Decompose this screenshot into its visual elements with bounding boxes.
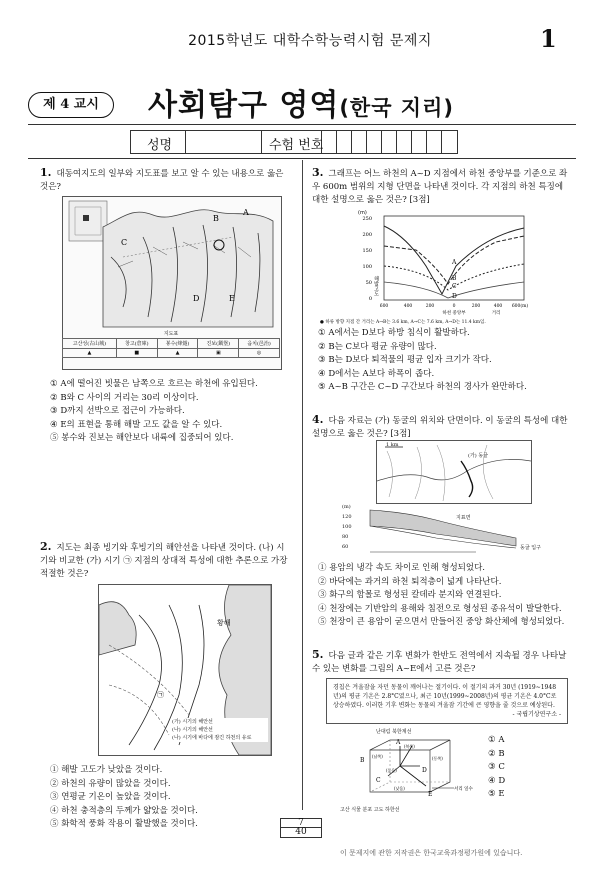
exam-number-digit[interactable]: [366, 131, 382, 153]
map-label-b: B: [213, 214, 219, 223]
q4-section: [346, 504, 536, 556]
curve-label-a: A: [452, 259, 457, 266]
choice[interactable]: ① 용암의 냉각 속도 차이로 인해 형성되었다.: [318, 563, 486, 573]
q3-note: ● 하류 방향 지점 간 거리는 A→B는 3.6 km, A→C는 7.6 km, A→D는 11.4 km임.: [320, 320, 486, 325]
legend-item: 봉수(烽燧): [157, 339, 198, 349]
question-text: 대동여지도의 일부와 지도표를 보고 알 수 있는 내용으로 옳은 것은?: [40, 169, 284, 192]
x-tick: 0: [452, 304, 456, 309]
name-label: 성명: [147, 138, 173, 153]
diagram-top-label: 난대림 북한계선: [376, 729, 412, 735]
q2-legend: [172, 718, 268, 742]
map-label-e: E: [229, 294, 235, 303]
diagram-bottom-label: 고산 식물 분포 고도 하한선: [340, 807, 400, 813]
choice[interactable]: ⑤ E: [488, 789, 505, 799]
exam-number-digit[interactable]: [411, 131, 427, 153]
page-total: 40: [295, 827, 307, 837]
x-tick: 600: [379, 304, 389, 309]
diagram-note: (낮음): [394, 786, 405, 791]
choice[interactable]: ④ E의 표현을 통해 해발 고도 값을 알 수 있다.: [50, 419, 223, 430]
q3-graph: [356, 206, 532, 318]
id-rule: [28, 158, 576, 159]
choice[interactable]: ① A에서는 D보다 하방 침식이 활발하다.: [318, 328, 470, 338]
section-unit: (m): [342, 504, 351, 510]
section-entrance-label: 동굴 입구: [520, 545, 541, 551]
exam-title: 2015학년도 대학수학능력시험 문제지: [188, 33, 432, 49]
question-4: [312, 413, 568, 441]
column-divider: [302, 160, 303, 810]
page-current: 7: [281, 819, 321, 828]
legend-item: (나) 시기에 바다에 잠긴 하천의 유로: [172, 735, 252, 741]
id-box: [130, 130, 458, 154]
diagram-label-d: D: [422, 767, 427, 774]
diagram-label-b: B: [360, 757, 365, 764]
beacon-icon: ▲: [157, 349, 198, 358]
y-unit: (m): [358, 210, 367, 216]
choice[interactable]: ④ 천장에는 기반암의 용해와 침전으로 형성된 종유석이 발달한다.: [318, 603, 562, 614]
exam-number-digit[interactable]: [441, 131, 456, 153]
choice[interactable]: ② B와 C 사이의 거리는 30리 이상이다.: [50, 392, 199, 403]
triangle-icon: ▲: [63, 349, 117, 358]
y-tick: 100: [362, 264, 372, 270]
y-tick: 250: [362, 216, 372, 222]
diagram-note: (북쪽): [404, 744, 415, 749]
q4-location-map: [376, 440, 532, 504]
y-tick: 150: [362, 248, 372, 254]
question-text: 다음 글과 같은 기후 변화가 한반도 전역에서 지속될 경우 나타날 수 있는 변화를 그림의 A~E에서 고른 것은?: [312, 651, 567, 674]
y-tick: 200: [362, 232, 372, 238]
section-axis: [342, 502, 352, 552]
question-2: [40, 540, 292, 581]
question-3: [312, 166, 568, 207]
question-number: 2.: [40, 540, 52, 553]
map-label-c: C: [121, 238, 128, 247]
q5-info-box: [326, 678, 568, 724]
question-number: 3.: [312, 166, 324, 179]
section-tick: 60: [342, 544, 349, 550]
page-counter: [280, 818, 322, 838]
copyright: 이 문제지에 관한 저작권은 한국교육과정평가원에 있습니다.: [340, 849, 523, 857]
choice[interactable]: ④ 하천 충적층의 두께가 얇았을 것이다.: [50, 805, 198, 816]
point-marker: ㉠: [157, 691, 164, 699]
exam-number-digit[interactable]: [351, 131, 367, 153]
q4-choices: [318, 562, 574, 630]
legend-item: 진보(鎭堡): [198, 339, 239, 349]
question-text: 다음 자료는 (가) 동굴의 위치와 단면이다. 이 동굴의 특성에 대한 설명으로 옳은 것은? [3점]: [312, 416, 568, 439]
legend-item: 고산성(古山城): [63, 339, 117, 349]
choice[interactable]: ⑤ 봉수와 진보는 해안보다 내륙에 집중되어 있다.: [50, 433, 234, 443]
circle-icon: ◎: [239, 349, 280, 358]
choice[interactable]: ④ D에서는 A보다 하폭이 좁다.: [318, 368, 435, 379]
question-number: 4.: [312, 413, 324, 426]
choice[interactable]: ⑤ 화학적 풍화 작용이 활발했을 것이다.: [50, 819, 198, 829]
square-icon: ■: [116, 349, 157, 358]
choice[interactable]: ② 하천의 유량이 많았을 것이다.: [50, 778, 171, 789]
info-text: 경칩은 겨울잠을 자던 동물이 깨어나는 절기이다. 이 절기의 과거 30년 (1919~1948년)의 평균 기온은 2.8°C였으나, 최근 10년(1999~2008년)의 평균 기온은 4.0°C로 상승하였다. 이러한 기후 변화는 동물의 겨울잠 기간에 큰 영향을 줄 것으로 예상된다.: [333, 684, 557, 709]
question-text: 지도는 최종 빙기와 후빙기의 해안선을 나타낸 것이다. (나) 시기와 비교한 (가) 시기 ㉠ 지점의 상대적 특성에 대한 추론으로 가장 적절한 것은?: [40, 543, 288, 579]
fort-icon: ▣: [198, 349, 239, 358]
x-tick: 400: [493, 304, 503, 309]
subject-sub: (한국 지리): [339, 96, 454, 120]
info-source: - 국립기상연구소 -: [512, 711, 561, 718]
choice[interactable]: ② B는 C보다 평균 유량이 많다.: [318, 341, 437, 352]
sea-label: 황해: [217, 619, 231, 627]
section-tick: 80: [342, 534, 349, 540]
section-rock-label: 지표면: [456, 515, 471, 521]
exam-number-digit[interactable]: [321, 131, 337, 153]
legend-item: (나) 시기의 해안선: [172, 727, 213, 733]
curve-label-d: D: [452, 293, 457, 300]
diagram-label-a: A: [396, 739, 401, 746]
choice[interactable]: ③ 연평균 기온이 높았을 것이다.: [50, 792, 171, 802]
question-5: [312, 648, 568, 676]
name-field[interactable]: [185, 131, 262, 153]
diagram-note: (동쪽): [432, 756, 443, 761]
legend-item: 읍치(邑治): [239, 339, 280, 349]
y-tick: 0: [368, 296, 372, 302]
choice[interactable]: ⑤ A~B 구간은 C~D 구간보다 하천의 경사가 완만하다.: [318, 382, 527, 392]
subject-title: [148, 80, 454, 124]
x-tick: 200: [471, 304, 481, 309]
q5-choices: [488, 734, 548, 802]
legend-item: 창고(倉庫): [116, 339, 157, 349]
period-badge: 제 4 교시: [28, 92, 114, 118]
exam-number-digit[interactable]: [336, 131, 352, 153]
q1-legend-title: 지도표: [163, 331, 179, 337]
curve-label-c: C: [452, 283, 457, 290]
choice[interactable]: ① A에 떨어진 빗물은 남쪽으로 흐르는 하천에 유입된다.: [50, 379, 258, 389]
choice[interactable]: ① A: [488, 735, 505, 745]
page-number: 1: [540, 24, 557, 53]
map-label-d: D: [193, 294, 200, 303]
section-tick: 120: [342, 514, 352, 520]
scale-label: 1 km: [386, 442, 399, 448]
choice[interactable]: ⑤ 천장이 큰 용암이 굳으면서 만들어진 중앙 화산체에 형성되었다.: [318, 617, 565, 627]
choice[interactable]: ② 바닥에는 과거의 하천 퇴적층이 넓게 나타난다.: [318, 576, 502, 587]
choice[interactable]: ④ D: [488, 775, 506, 786]
question-number: 5.: [312, 648, 324, 661]
diagram-note: (높음): [386, 768, 397, 773]
subject-name: 사회탐구 영역: [148, 88, 340, 123]
curve-label-b: B: [452, 275, 457, 282]
x-label-2: 거리: [491, 311, 501, 316]
exam-number-dash: [396, 131, 412, 153]
choice[interactable]: ① 해발 고도가 낮았을 것이다.: [50, 765, 163, 775]
q3-choices: [318, 327, 574, 395]
choice[interactable]: ③ C: [488, 762, 505, 772]
q2-choices: [50, 764, 295, 832]
diagram-label-e: E: [428, 791, 433, 798]
q1-choices: [50, 378, 295, 446]
map-label-a: A: [243, 208, 249, 217]
diagram-note: (남쪽): [372, 754, 383, 759]
y-tick: 50: [365, 280, 372, 286]
x-label: 하천 중앙부: [442, 311, 466, 316]
q5-diagram: [336, 736, 486, 812]
diagram-axis-label: 서리 일수: [454, 787, 473, 792]
choice[interactable]: ② B: [488, 748, 505, 759]
cave-label: (가) 동굴: [468, 453, 488, 459]
choice[interactable]: ③ 화구의 함몰로 형성된 칼데라 분지와 연결된다.: [318, 590, 502, 600]
question-number: 1.: [40, 166, 52, 179]
x-tick: 600(m): [511, 304, 529, 309]
exam-number-digit[interactable]: [381, 131, 397, 153]
diagram-label-c: C: [376, 777, 381, 784]
section-tick: 100: [342, 524, 352, 530]
choice[interactable]: ③ B는 D보다 퇴적물의 평균 입자 크기가 작다.: [318, 355, 492, 365]
header-rule: [28, 124, 576, 125]
choice[interactable]: ③ D까지 선박으로 접근이 가능하다.: [50, 406, 185, 416]
legend-item: (가) 시기의 해안선: [172, 719, 213, 725]
question-text: 그래프는 어느 하천의 A~D 지점에서 하천 중앙부를 기준으로 좌우 600m 범위의 지형 단면을 나타낸 것이다. 각 지점의 하천 특징에 대한 설명으로 옳은 것은? [3점]: [312, 169, 568, 205]
q1-legend: [62, 338, 280, 358]
x-tick: 400: [403, 304, 413, 309]
question-1: [40, 166, 292, 194]
exam-number-digit[interactable]: [426, 131, 442, 153]
x-tick: 200: [425, 304, 435, 309]
y-label: 해발고도: [373, 276, 379, 296]
exam-number-label: 수험 번호: [269, 138, 324, 153]
